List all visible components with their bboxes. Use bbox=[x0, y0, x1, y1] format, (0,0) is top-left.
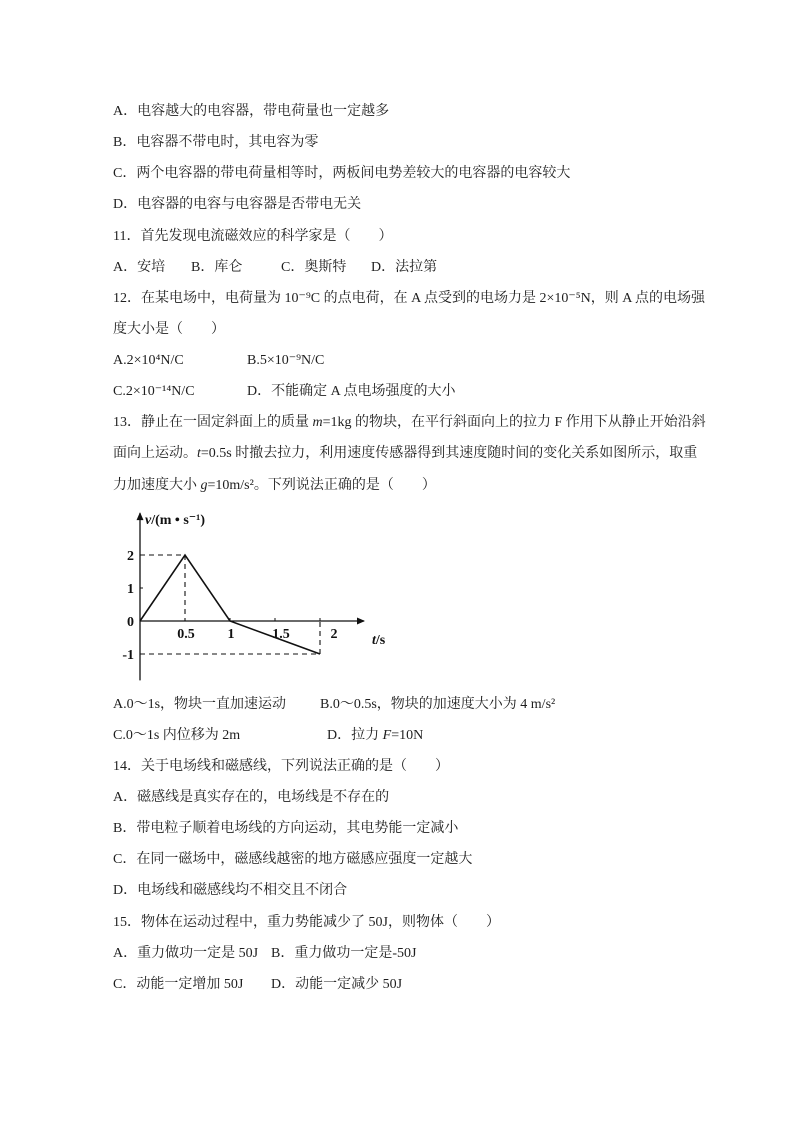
velocity-time-chart bbox=[100, 500, 400, 690]
y-tick-label: 2 bbox=[127, 549, 134, 564]
option-text: D．拉力 bbox=[327, 728, 383, 743]
force-symbol: F bbox=[382, 728, 392, 743]
stem-text: 力加速度大小 bbox=[113, 478, 201, 493]
question-12-option-d: D．不能确定 A 点电场强度的大小 bbox=[247, 384, 456, 399]
y-tick-label: 0 bbox=[127, 615, 134, 630]
x-tick-label: 0.5 bbox=[177, 627, 195, 642]
question-13-stem-line-1 bbox=[113, 413, 706, 433]
question-11-option-d: D．法拉第 bbox=[371, 260, 438, 275]
stem-text: =1kg 的物块，在平行斜面向上的拉力 F 作用下从静止开始沿斜 bbox=[322, 415, 706, 430]
question-11-option-c: C．奥斯特 bbox=[281, 260, 347, 275]
stem-text: 面向上运动。 bbox=[113, 446, 197, 461]
mass-symbol: m bbox=[312, 415, 323, 430]
time-symbol: t bbox=[197, 446, 201, 461]
question-13-option-b: B.0～0.5s，物块的加速度大小为 4 m/s² bbox=[320, 697, 556, 712]
x-axis-arrow bbox=[357, 618, 365, 625]
stem-text: =10m/s²。下列说法正确的是（ ） bbox=[207, 478, 436, 493]
x-axis-label: t/s bbox=[372, 633, 386, 648]
question-14-option-b: B．带电粒子顺着电场线的方向运动，其电势能一定减小 bbox=[113, 821, 459, 836]
question-15-option-a: A．重力做功一定是 50J bbox=[113, 946, 259, 961]
question-11-option-b: B．库仑 bbox=[191, 260, 243, 275]
option-text: =10N bbox=[391, 728, 424, 743]
y-axis-label: v/(m • s⁻¹) bbox=[145, 513, 206, 528]
stem-text: 13．静止在一固定斜面上的质量 bbox=[113, 415, 313, 430]
question-11-stem: 11．首先发现电流磁效应的科学家是（ ） bbox=[113, 229, 393, 244]
prev-question-option-a: A．电容越大的电容器，带电荷量也一定越多 bbox=[113, 104, 390, 119]
question-13-option-c: C.0～1s 内位移为 2m bbox=[113, 728, 241, 743]
question-11-option-a: A．安培 bbox=[113, 260, 166, 275]
y-tick-label: -1 bbox=[122, 648, 134, 663]
question-12-stem-line-2: 度大小是（ ） bbox=[113, 322, 225, 337]
question-14-option-c: C．在同一磁场中，磁感线越密的地方磁感应强度一定越大 bbox=[113, 852, 473, 867]
gravity-symbol: g bbox=[200, 478, 208, 493]
question-12-option-a: A.2×10⁴N/C bbox=[113, 353, 184, 368]
question-13-stem-line-2 bbox=[113, 444, 697, 464]
x-tick-label: 1 bbox=[227, 627, 235, 642]
question-13-option-d bbox=[327, 726, 423, 746]
question-13-option-a: A.0～1s，物块一直加速运动 bbox=[113, 697, 287, 712]
y-axis-arrow bbox=[137, 512, 144, 520]
question-13-stem-line-3 bbox=[113, 476, 436, 496]
stem-text: =0.5s 时撤去拉力，利用速度传感器得到其速度随时间的变化关系如图所示，取重 bbox=[200, 446, 698, 461]
question-14-stem: 14．关于电场线和磁感线，下列说法正确的是（ ） bbox=[113, 759, 449, 774]
question-15-option-d: D．动能一定减少 50J bbox=[271, 977, 403, 992]
question-15-stem: 15．物体在运动过程中，重力势能减少了 50J，则物体（ ） bbox=[113, 915, 500, 930]
question-14-option-a: A．磁感线是真实存在的，电场线是不存在的 bbox=[113, 790, 390, 805]
prev-question-option-d: D．电容器的电容与电容器是否带电无关 bbox=[113, 197, 362, 212]
question-15-option-b: B．重力做功一定是-50J bbox=[271, 946, 417, 961]
question-14-option-d: D．电场线和磁感线均不相交且不闭合 bbox=[113, 883, 348, 898]
question-12-option-c: C.2×10⁻¹⁴N/C bbox=[113, 384, 195, 399]
question-15-option-c: C．动能一定增加 50J bbox=[113, 977, 244, 992]
y-tick-label: 1 bbox=[127, 582, 134, 597]
prev-question-option-c: C．两个电容器的带电荷量相等时，两板间电势差较大的电容器的电容较大 bbox=[113, 166, 571, 181]
prev-question-option-b: B．电容器不带电时，其电容为零 bbox=[113, 135, 319, 150]
question-12-option-b: B.5×10⁻⁹N/C bbox=[247, 353, 325, 368]
x-tick-label: 2 bbox=[330, 627, 338, 642]
x-tick-label: 1.5 bbox=[272, 627, 290, 642]
question-12-stem-line-1: 12．在某电场中，电荷量为 10⁻⁹C 的点电荷，在 A 点受到的电场力是 2×10⁻⁵N，则 A 点的电场强 bbox=[113, 291, 706, 306]
